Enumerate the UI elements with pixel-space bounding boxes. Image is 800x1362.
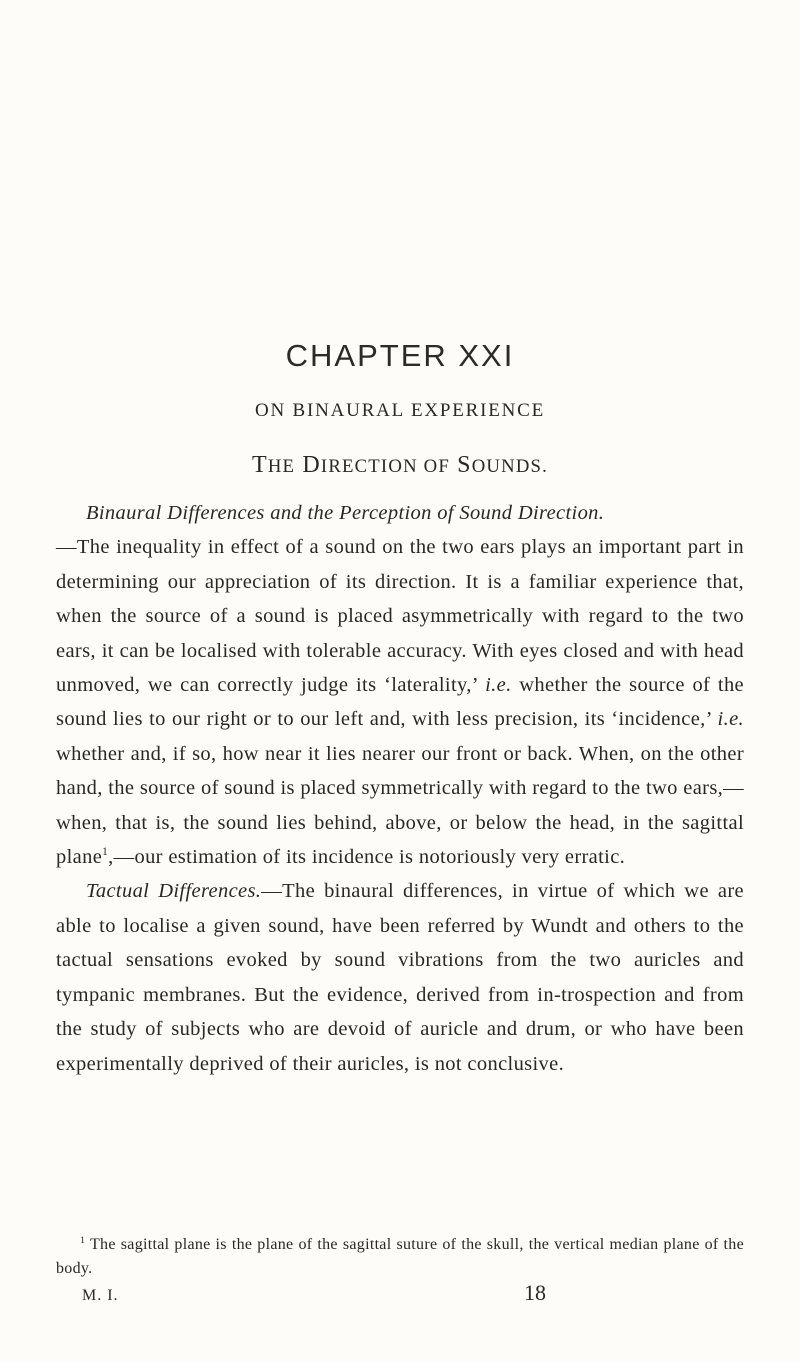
footnote-marker: 1 [80,1235,86,1247]
footnote [56,1233,744,1281]
chapter-title: CHAPTER XXI [285,338,515,373]
page-number: 18 [524,1280,546,1305]
chapter-subtitle: ON BINAURAL EXPERIENCE [254,400,546,421]
section-heading-part-irection-of: IRECTION OF [320,456,450,477]
footnote-text: The sagittal plane is the plane of the sagittal suture of the skull, the vertical median plane of the body. [56,1236,744,1277]
signature-mark: M. I. [82,1287,119,1304]
body-text [56,496,744,1081]
footnote-reference[interactable]: 1 [102,846,109,859]
abbreviation-ie: i.e. [485,674,512,697]
paragraph-text: whether the source of the sound lies to our right or to our left and, with less precision, its ‘incidence,’ [56,674,744,731]
book-page [56,0,744,1362]
paragraph-binaural-differences [56,496,744,874]
section-heading [56,452,744,479]
section-heading-initial-s: S [449,452,472,478]
abbreviation-ie: i.e. [717,708,744,731]
section-heading-initial-d: D [295,452,321,478]
section-heading-initial-t: T [251,452,268,478]
paragraph-text: whether and, if so, how near it lies nearer our front or back. When, on the other hand, the source of sound is placed symmetrically with regard to the two ears,—when, that is, the sound lies behind, above, or below the head, in the sagittal plane [56,742,744,869]
paragraph-heading-binaural: Binaural Differences and the Perception of Sound Direction. [86,502,605,524]
section-heading-part-ounds: OUNDS. [471,456,549,477]
section-heading-part-he: HE [267,456,296,477]
paragraph-text: ,—our estimation of its incidence is notoriously very erratic. [108,846,626,869]
paragraph-text: —The binaural differences, in virtue of which we are able to localise a given sound, have been referred by Wundt and others to the tactual sensations evoked by sound vibrations from the two auricles and tympanic membranes. But the evidence, derived from in- [56,880,744,1006]
paragraph-text: —The inequality in effect of a sound on the two ears plays an important part in determining our appreciation of its direction. It is a familiar experience that, when the source of a sound is placed asymmetrically with regard to the two ears, it can be localised with tolerable accuracy. With eyes closed and with head unmoved, we can correctly judge its ‘laterality,’ [56,536,744,697]
paragraph-heading-tactual: Tactual Differences. [86,880,262,903]
paragraph-text: trospection and from the study of subjects who are devoid of auricle and drum, or who have been experimentally deprived of their auricles, is not conclusive. [56,983,744,1075]
paragraph-tactual-differences [56,874,744,1080]
